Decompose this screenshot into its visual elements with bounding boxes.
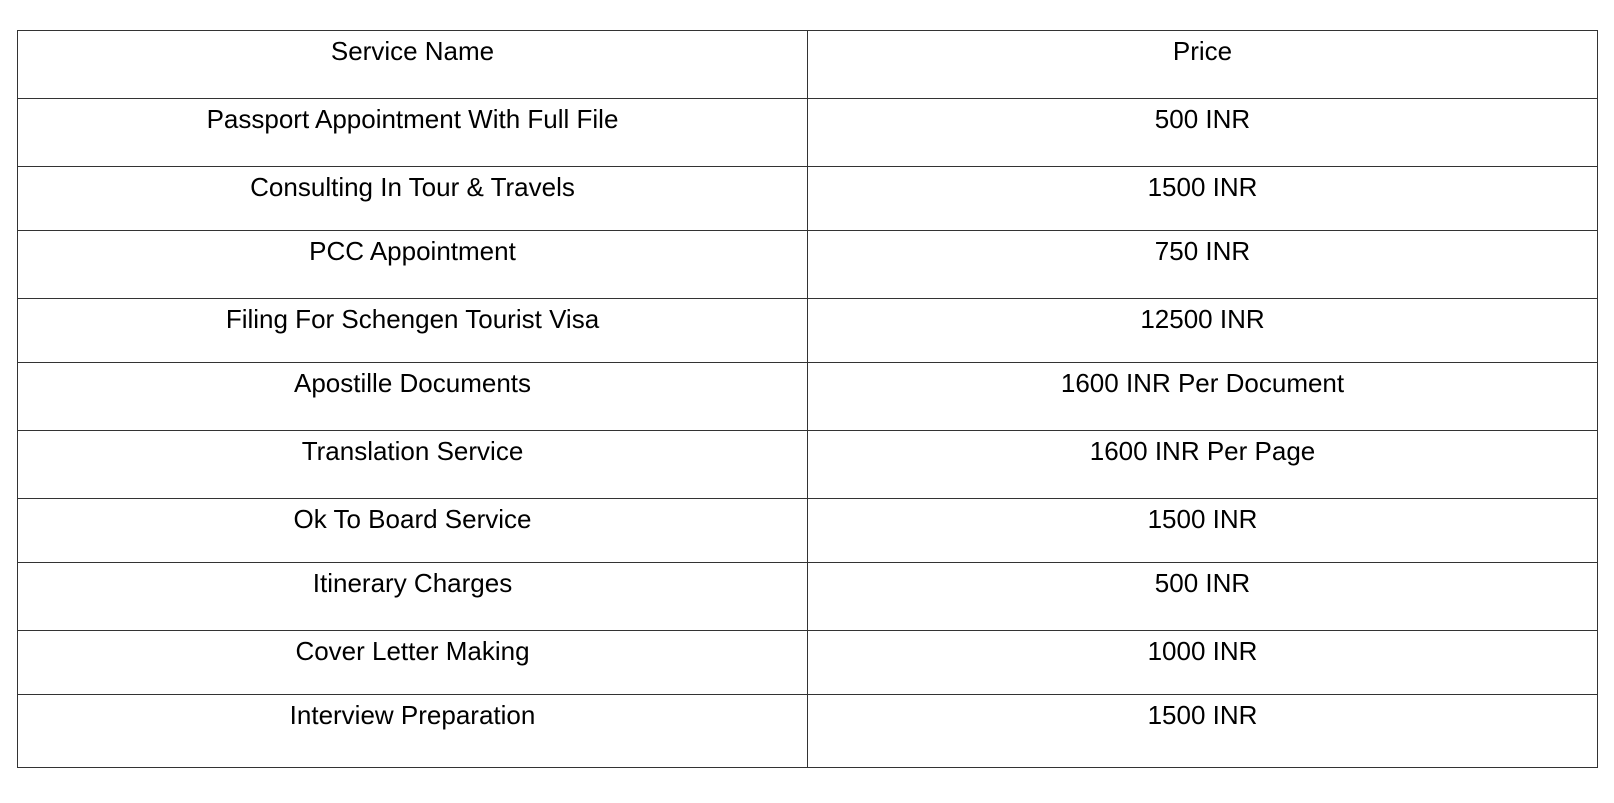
table-row: [18, 695, 1598, 768]
price-cell: 1000 INR: [808, 631, 1598, 695]
service-name-cell: Translation Service: [18, 431, 808, 499]
service-name-cell: Consulting In Tour & Travels: [18, 167, 808, 231]
table-row: [18, 563, 1598, 631]
table-row: [18, 631, 1598, 695]
service-name-cell: Cover Letter Making: [18, 631, 808, 695]
table-row: [18, 431, 1598, 499]
header-service-name: Service Name: [18, 31, 808, 99]
table-row: [18, 99, 1598, 167]
price-cell: 1500 INR: [808, 167, 1598, 231]
service-name-cell: Ok To Board Service: [18, 499, 808, 563]
service-name-cell: Apostille Documents: [18, 363, 808, 431]
price-cell: 500 INR: [808, 99, 1598, 167]
service-name-cell: PCC Appointment: [18, 231, 808, 299]
table-row: [18, 499, 1598, 563]
price-cell: 1500 INR: [808, 695, 1598, 768]
services-price-table-container: [17, 30, 1597, 768]
table-header-row: [18, 31, 1598, 99]
table-row: [18, 167, 1598, 231]
table-row: [18, 231, 1598, 299]
services-price-table: [17, 30, 1598, 768]
table-row: [18, 363, 1598, 431]
price-cell: 1600 INR Per Document: [808, 363, 1598, 431]
price-cell: 12500 INR: [808, 299, 1598, 363]
service-name-cell: Filing For Schengen Tourist Visa: [18, 299, 808, 363]
service-name-cell: Interview Preparation: [18, 695, 808, 768]
service-name-cell: Itinerary Charges: [18, 563, 808, 631]
table-row: [18, 299, 1598, 363]
price-cell: 1500 INR: [808, 499, 1598, 563]
service-name-cell: Passport Appointment With Full File: [18, 99, 808, 167]
price-cell: 750 INR: [808, 231, 1598, 299]
price-cell: 1600 INR Per Page: [808, 431, 1598, 499]
header-price: Price: [808, 31, 1598, 99]
price-cell: 500 INR: [808, 563, 1598, 631]
